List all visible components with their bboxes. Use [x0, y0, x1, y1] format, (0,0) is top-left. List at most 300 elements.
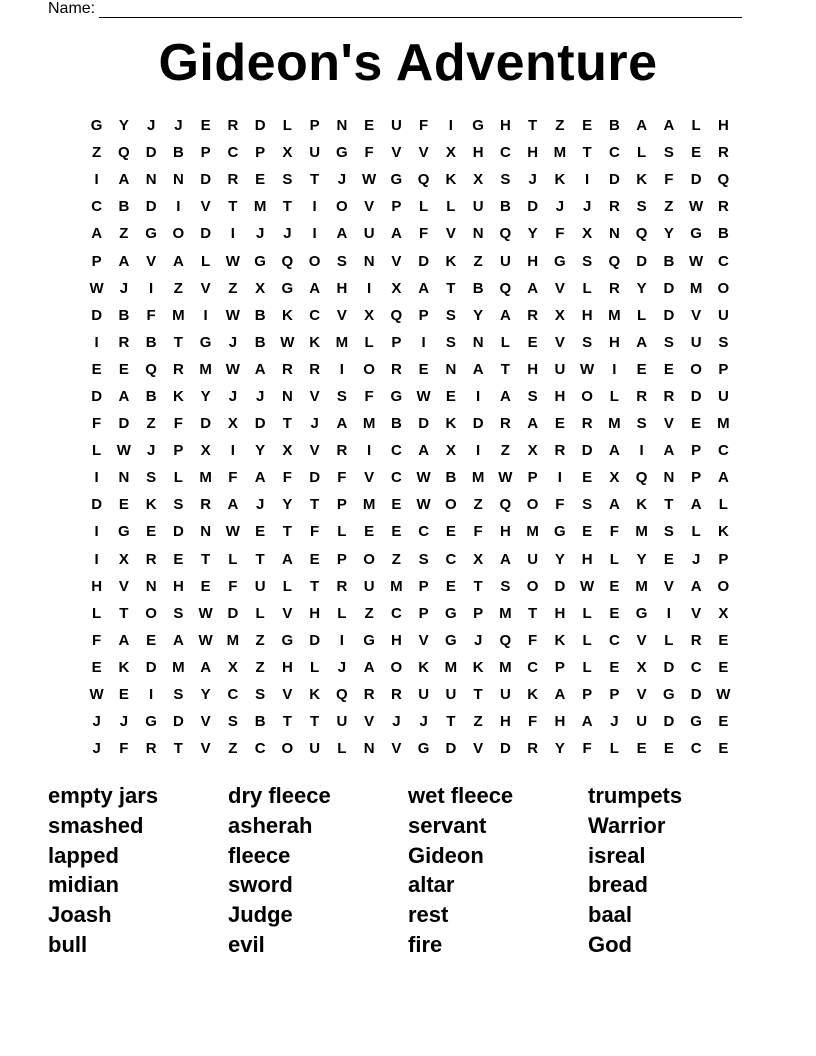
grid-cell: Z: [92, 144, 102, 162]
word-list-item: Warrior: [588, 812, 666, 838]
grid-cell: A: [309, 279, 321, 297]
grid-cell: X: [227, 415, 238, 433]
grid-cell: U: [363, 577, 375, 595]
grid-cell: E: [663, 360, 674, 378]
grid-cell: J: [255, 225, 265, 243]
grid-cell: F: [555, 225, 565, 243]
grid-row: [83, 112, 737, 139]
grid-cell: H: [91, 577, 103, 595]
grid-cell: D: [663, 713, 675, 731]
grid-cell: L: [337, 523, 347, 541]
grid-cell: T: [664, 496, 674, 514]
grid-cell: Z: [173, 279, 183, 297]
grid-cell: E: [582, 469, 593, 487]
grid-cell: K: [554, 631, 566, 649]
grid-cell: S: [173, 604, 184, 622]
grid-cell: C: [608, 144, 620, 162]
grid-cell: B: [472, 279, 484, 297]
grid-cell: P: [418, 577, 429, 595]
grid-cell: P: [309, 117, 320, 135]
grid-cell: X: [227, 658, 238, 676]
grid-cell: B: [663, 252, 675, 270]
grid-cell: O: [445, 496, 457, 514]
grid-cell: G: [635, 604, 648, 622]
grid-cell: H: [499, 713, 511, 731]
grid-cell: L: [500, 333, 510, 351]
grid-cell: R: [636, 387, 648, 405]
grid-cell: V: [418, 144, 429, 162]
grid-cell: A: [390, 225, 402, 243]
grid-cell: V: [663, 415, 674, 433]
grid-cell: E: [364, 523, 375, 541]
grid-cell: U: [554, 360, 566, 378]
grid-cell: G: [281, 631, 294, 649]
grid-cell: J: [337, 171, 347, 189]
grid-row: [83, 193, 737, 220]
grid-cell: Z: [555, 117, 565, 135]
grid-cell: X: [445, 442, 456, 460]
grid-cell: B: [118, 198, 130, 216]
grid-cell: S: [445, 333, 456, 351]
grid-cell: U: [499, 686, 511, 704]
grid-cell: T: [201, 550, 211, 568]
grid-cell: J: [555, 198, 565, 216]
grid-cell: J: [119, 279, 129, 297]
grid-cell: D: [309, 631, 321, 649]
word-list-item: asherah: [228, 812, 313, 838]
grid-cell: P: [173, 442, 184, 460]
grid-cell: D: [690, 387, 702, 405]
grid-cell: W: [498, 469, 513, 487]
grid-cell: A: [172, 252, 184, 270]
grid-cell: N: [200, 523, 212, 541]
grid-cell: Y: [554, 550, 565, 568]
grid-cell: K: [445, 171, 457, 189]
grid-cell: F: [119, 740, 129, 758]
grid-cell: A: [663, 442, 675, 460]
grid-cell: H: [527, 144, 539, 162]
grid-cell: E: [718, 658, 729, 676]
word-list-item: fleece: [228, 842, 291, 868]
grid-cell: L: [637, 306, 647, 324]
grid-cell: I: [230, 225, 235, 243]
grid-cell: U: [418, 686, 430, 704]
grid-cell: K: [281, 306, 293, 324]
grid-cell: F: [282, 469, 292, 487]
grid-cell: X: [255, 279, 266, 297]
grid-cell: R: [390, 686, 402, 704]
grid-cell: W: [116, 442, 131, 460]
grid-cell: Z: [391, 550, 401, 568]
grid-cell: P: [418, 604, 429, 622]
grid-cell: S: [663, 523, 674, 541]
grid-cell: L: [582, 279, 592, 297]
grid-cell: E: [582, 117, 593, 135]
grid-cell: T: [446, 713, 456, 731]
grid-cell: J: [146, 442, 156, 460]
grid-cell: J: [392, 713, 401, 731]
grid-cell: S: [663, 333, 674, 351]
grid-cell: U: [472, 198, 484, 216]
grid-cell: Y: [636, 279, 647, 297]
grid-cell: J: [228, 387, 238, 405]
grid-row: [83, 573, 737, 600]
grid-cell: E: [200, 577, 211, 595]
grid-cell: T: [473, 686, 483, 704]
grid-cell: I: [585, 171, 590, 189]
grid-cell: O: [308, 252, 321, 270]
grid-cell: Z: [473, 496, 483, 514]
grid-cell: E: [146, 631, 157, 649]
grid-cell: N: [363, 740, 375, 758]
grid-cell: Z: [473, 713, 483, 731]
grid-cell: F: [473, 523, 483, 541]
grid-cell: A: [581, 713, 593, 731]
grid-cell: F: [555, 496, 565, 514]
grid-cell: O: [526, 577, 539, 595]
grid-cell: G: [472, 117, 484, 135]
grid-cell: O: [172, 225, 185, 243]
grid-cell: E: [718, 740, 729, 758]
grid-cell: P: [718, 360, 729, 378]
grid-cell: S: [663, 144, 674, 162]
grid-cell: Y: [554, 740, 565, 758]
grid-cell: S: [527, 387, 538, 405]
grid-cell: B: [254, 333, 266, 351]
grid-cell: R: [281, 360, 293, 378]
grid-cell: V: [391, 740, 402, 758]
grid-cell: K: [636, 171, 648, 189]
grid-cell: C: [717, 252, 729, 270]
grid-cell: F: [92, 631, 102, 649]
grid-cell: D: [663, 279, 675, 297]
grid-cell: C: [527, 658, 539, 676]
grid-cell: H: [527, 360, 539, 378]
grid-cell: J: [283, 225, 292, 243]
grid-cell: A: [227, 496, 239, 514]
grid-cell: K: [717, 523, 729, 541]
grid-cell: V: [282, 604, 293, 622]
grid-cell: S: [718, 333, 729, 351]
grid-cell: V: [663, 577, 674, 595]
grid-cell: W: [198, 631, 213, 649]
grid-cell: I: [476, 442, 481, 460]
grid-cell: L: [255, 604, 265, 622]
grid-cell: G: [554, 523, 566, 541]
grid-cell: O: [281, 740, 294, 758]
grid-cell: E: [91, 360, 102, 378]
word-list-item: baal: [588, 902, 633, 928]
grid-cell: C: [309, 306, 321, 324]
grid-cell: I: [612, 360, 617, 378]
grid-cell: V: [554, 333, 565, 351]
grid-row: [83, 546, 737, 573]
grid-cell: O: [717, 279, 730, 297]
grid-cell: I: [94, 171, 99, 189]
grid-cell: S: [255, 686, 266, 704]
grid-cell: A: [690, 577, 702, 595]
grid-cell: O: [145, 604, 157, 622]
grid-cell: G: [417, 740, 430, 758]
grid-cell: T: [446, 279, 456, 297]
grid-cell: Y: [473, 306, 484, 324]
grid-cell: J: [228, 333, 238, 351]
grid-cell: R: [227, 117, 239, 135]
grid-cell: I: [230, 442, 235, 460]
grid-cell: Y: [200, 387, 211, 405]
name-label: Name:: [48, 0, 96, 17]
grid-cell: B: [254, 306, 266, 324]
grid-cell: N: [145, 577, 157, 595]
grid-cell: E: [445, 523, 456, 541]
word-list-item: wet fleece: [408, 783, 514, 808]
grid-cell: V: [473, 740, 484, 758]
grid-cell: R: [227, 171, 239, 189]
grid-cell: V: [391, 252, 402, 270]
grid-cell: F: [146, 306, 156, 324]
grid-cell: E: [609, 604, 620, 622]
grid-cell: Y: [636, 550, 647, 568]
grid-cell: E: [663, 740, 674, 758]
word-list-item: servant: [408, 812, 487, 838]
grid-row: [83, 464, 737, 491]
grid-cell: I: [149, 279, 154, 297]
grid-cell: N: [472, 333, 484, 351]
grid-cell: L: [364, 333, 374, 351]
grid-cell: L: [637, 144, 647, 162]
grid-row: [83, 302, 737, 329]
grid-cell: U: [363, 225, 375, 243]
grid-cell: F: [528, 713, 538, 731]
grid-cell: I: [176, 198, 181, 216]
grid-cell: E: [118, 496, 129, 514]
word-list-item: sword: [228, 872, 293, 898]
grid-cell: F: [228, 577, 238, 595]
grid-row: [83, 166, 737, 193]
grid-cell: T: [310, 713, 320, 731]
grid-cell: L: [310, 658, 320, 676]
grid-cell: V: [364, 469, 375, 487]
grid-cell: A: [418, 442, 430, 460]
grid-cell: W: [416, 387, 431, 405]
grid-cell: R: [309, 360, 321, 378]
grid-cell: A: [663, 117, 675, 135]
grid-cell: N: [172, 171, 184, 189]
grid-cell: E: [663, 550, 674, 568]
grid-cell: T: [282, 713, 292, 731]
grid-cell: T: [528, 604, 538, 622]
grid-cell: A: [336, 225, 348, 243]
grid-cell: M: [471, 469, 485, 487]
grid-cell: V: [282, 686, 293, 704]
grid-cell: J: [310, 415, 319, 433]
grid-cell: D: [145, 658, 157, 676]
grid-cell: L: [92, 604, 102, 622]
grid-cell: F: [582, 740, 592, 758]
grid-cell: T: [473, 577, 483, 595]
word-list-item: trumpets: [588, 783, 683, 808]
grid-row: [83, 247, 737, 274]
grid-cell: V: [691, 306, 702, 324]
grid-cell: U: [499, 252, 511, 270]
grid-cell: T: [119, 604, 129, 622]
grid-cell: P: [255, 144, 266, 162]
grid-cell: D: [472, 415, 484, 433]
grid-cell: Z: [500, 442, 510, 460]
grid-cell: J: [146, 117, 156, 135]
grid-cell: V: [691, 604, 702, 622]
grid-cell: G: [199, 333, 212, 351]
grid-row: [83, 654, 737, 681]
grid-cell: P: [554, 658, 565, 676]
grid-cell: A: [336, 415, 348, 433]
grid-cell: A: [608, 496, 620, 514]
grid-cell: S: [336, 252, 347, 270]
grid-cell: R: [663, 387, 675, 405]
grid-cell: H: [554, 713, 566, 731]
grid-cell: Y: [118, 117, 129, 135]
grid-cell: V: [200, 279, 211, 297]
grid-cell: V: [118, 577, 129, 595]
grid-cell: Q: [281, 252, 294, 270]
grid-cell: M: [526, 523, 539, 541]
grid-row: [83, 627, 737, 654]
grid-cell: I: [94, 550, 99, 568]
grid-cell: Q: [417, 171, 430, 189]
grid-cell: C: [690, 740, 702, 758]
grid-cell: G: [663, 686, 675, 704]
grid-cell: P: [691, 442, 702, 460]
grid-cell: E: [445, 577, 456, 595]
grid-cell: U: [390, 117, 402, 135]
grid-cell: W: [198, 604, 213, 622]
grid-cell: M: [553, 144, 567, 162]
grid-cell: P: [91, 252, 102, 270]
grid-cell: W: [689, 198, 704, 216]
grid-cell: L: [691, 117, 701, 135]
grid-cell: O: [390, 658, 403, 676]
grid-cell: T: [228, 198, 238, 216]
grid-cell: S: [582, 252, 593, 270]
grid-cell: Y: [527, 225, 538, 243]
word-list-item: lapped: [48, 842, 119, 868]
grid-cell: E: [118, 360, 129, 378]
grid-cell: D: [581, 442, 593, 460]
grid-cell: S: [582, 333, 593, 351]
grid-cell: N: [363, 252, 375, 270]
grid-cell: Q: [499, 496, 512, 514]
grid-cell: L: [609, 740, 619, 758]
grid-cell: P: [691, 469, 702, 487]
grid-cell: D: [445, 740, 457, 758]
grid-cell: D: [499, 740, 511, 758]
grid-cell: Z: [255, 631, 265, 649]
grid-cell: U: [527, 550, 539, 568]
grid-cell: A: [172, 631, 184, 649]
grid-cell: W: [280, 333, 295, 351]
grid-cell: J: [691, 550, 701, 568]
grid-cell: Z: [119, 225, 129, 243]
grid-cell: L: [337, 740, 347, 758]
grid-cell: W: [362, 171, 377, 189]
grid-row: [83, 356, 737, 383]
grid-cell: K: [445, 415, 457, 433]
grid-cell: X: [473, 550, 484, 568]
grid-cell: E: [391, 523, 402, 541]
grid-cell: M: [335, 333, 349, 351]
word-search-grid: [83, 112, 737, 762]
grid-cell: G: [445, 631, 457, 649]
grid-cell: I: [339, 360, 344, 378]
grid-cell: V: [364, 198, 375, 216]
grid-cell: A: [418, 279, 430, 297]
grid-cell: R: [145, 550, 157, 568]
grid-cell: C: [254, 740, 266, 758]
grid-cell: I: [339, 631, 344, 649]
grid-cell: B: [390, 415, 402, 433]
grid-cell: F: [173, 415, 183, 433]
grid-cell: R: [527, 740, 539, 758]
grid-cell: M: [199, 360, 212, 378]
grid-cell: G: [118, 523, 130, 541]
grid-cell: R: [717, 198, 729, 216]
grid-cell: J: [255, 496, 265, 514]
grid-cell: N: [336, 117, 348, 135]
grid-cell: U: [445, 686, 457, 704]
grid-cell: L: [609, 550, 619, 568]
grid-cell: T: [528, 117, 538, 135]
grid-cell: S: [146, 469, 157, 487]
grid-cell: T: [310, 496, 320, 514]
grid-cell: X: [282, 144, 293, 162]
grid-cell: W: [716, 686, 731, 704]
grid-cell: H: [717, 117, 729, 135]
grid-cell: S: [173, 496, 184, 514]
grid-cell: R: [527, 306, 539, 324]
grid-cell: Y: [200, 686, 211, 704]
grid-cell: A: [636, 117, 648, 135]
grid-cell: P: [418, 306, 429, 324]
grid-cell: R: [608, 279, 620, 297]
grid-cell: N: [445, 360, 457, 378]
grid-cell: E: [609, 577, 620, 595]
grid-cell: S: [445, 306, 456, 324]
grid-cell: J: [419, 713, 428, 731]
grid-cell: U: [717, 387, 729, 405]
word-list-item: fire: [408, 931, 443, 957]
grid-cell: D: [309, 469, 321, 487]
word-list-item: bread: [588, 872, 648, 898]
grid-cell: I: [312, 198, 317, 216]
grid-cell: Z: [146, 415, 156, 433]
grid-cell: A: [527, 415, 539, 433]
grid-cell: A: [472, 360, 484, 378]
grid-cell: X: [391, 279, 402, 297]
grid-cell: C: [445, 550, 457, 568]
grid-cell: C: [91, 198, 103, 216]
grid-cell: F: [92, 415, 102, 433]
grid-cell: M: [362, 415, 376, 433]
word-list-item: Judge: [228, 902, 293, 928]
word-list-item: dry fleece: [228, 783, 331, 808]
grid-cell: L: [691, 523, 701, 541]
grid-cell: L: [609, 387, 619, 405]
grid-cell: V: [554, 279, 565, 297]
grid-cell: Q: [635, 469, 648, 487]
grid-cell: L: [228, 550, 238, 568]
grid-cell: Q: [499, 279, 512, 297]
grid-cell: M: [226, 631, 240, 649]
